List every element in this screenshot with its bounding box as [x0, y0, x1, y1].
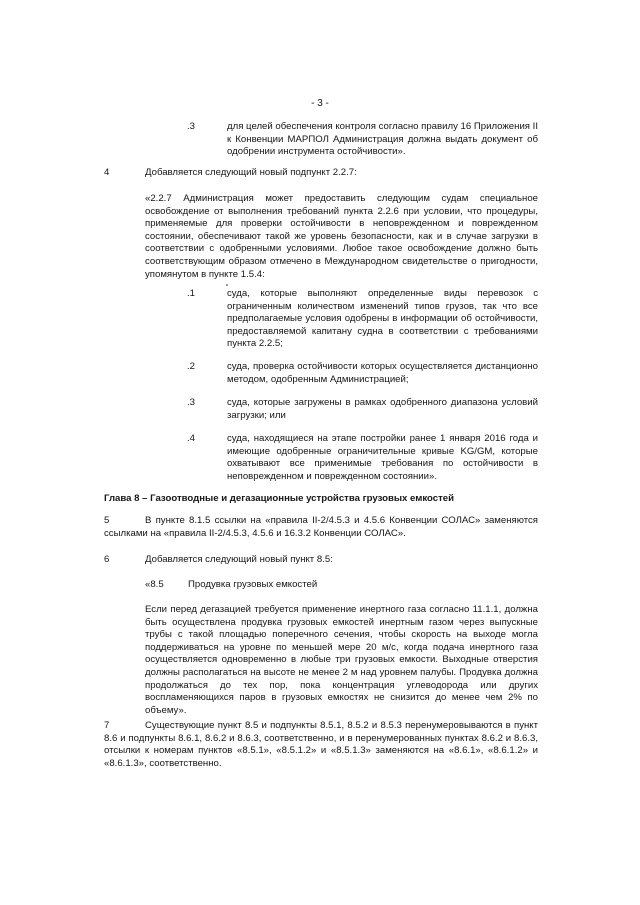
item-4-marker: .4	[187, 433, 196, 444]
para-6-sub-marker: «8.5	[145, 579, 164, 590]
para-5-text: В пункте 8.1.5 ссылки на «правила II-2/4.5.3 и 4.5.6 Конвенции СОЛАС» заменяются ссылками на «правила II-2/4.5.3, 4.5.6 и 16.3.2 Конвенции СОЛАС».	[104, 515, 538, 539]
para-4-text: Добавляется следующий новый подпункт 2.2.7:	[145, 167, 357, 178]
para-4-quote: «2.2.7 Администрация может предоставить следующим судам специальное освобождение от выполнения требований пункта 2.2.6 при условии, что процедуры, применяемые для проверки остойчивости в неповрежденном и поврежденном состоянии, обеспечивают такой же уровень безопасности, как и в случае загрузки в соответствии с одобренными условиями. Любое такое освобождение должно быть соответствующим образом отмечено в Международном свидетельстве о пригодности, упомянутом в пункте 1.5.4:	[145, 193, 538, 280]
para-7-text: Существующие пункт 8.5 и подпункты 8.5.1, 8.5.2 и 8.5.3 перенумеровываются в пункт 8.6 и подпункты 8.6.1, 8.6.2 и 8.6.3, соответственно, и в перенумерованных пунктах 8.6.2 и 8.6.3, отсылки к номерам пунктов «8.5.1», «8.5.1.2» и «8.5.1.3» заменяются на «8.6.1», «8.6.1.2» и «8.6.1.3», соответственно.	[104, 720, 538, 769]
para-5-number: 5	[104, 515, 110, 526]
item-2-text: суда, проверка остойчивости которых осуществляется дистанционно методом, одобренным Администрацией;	[227, 361, 538, 385]
para-4-number: 4	[104, 167, 110, 178]
scan-dot	[226, 284, 228, 286]
chapter-heading: Глава 8 – Газоотводные и дегазационные устройства грузовых емкостей	[104, 493, 455, 504]
item-3-text: для целей обеспечения контроля согласно правилу 16 Приложения II к Конвенции МАРПОЛ Администрация должна выдать документ об одобрении инструмента остойчивости».	[227, 121, 538, 158]
para-6-body: Если перед дегазацией требуется применение инертного газа согласно 11.1.1, должна быть осуществлена продувка грузовых емкостей инертным газом через выпускные трубы с такой площадью поперечного сечения, чтобы скорость на выходе могла поддерживаться на уровне по меньшей мере 20 м/с, когда подача инертного газа осуществляется одновременно в любые три грузовых емкости. Выходные отверстия должны располагаться на высоте не менее 2 м над уровнем палубы. Продувка должна продолжаться до тех пор, пока концентрация углеводорода или других воспламеняющихся паров в грузовых емкостях не снизится до менее чем 2% по объему».	[145, 604, 538, 716]
item-4-text: суда, находящиеся на этапе постройки ранее 1 января 2016 года и имеющие одобренные ограничительные кривые KG/GM, которые охватывают все применимые требования по остойчивости в неповрежденном и поврежденном состоянии».	[227, 433, 538, 482]
item-1-text: суда, которые выполняют определенные виды перевозок с ограниченным количеством изменений типов грузов, так что все предполагаемые условия одобрены в информации об остойчивости, предоставляемой капитану судна в соответствии с требованиями пункта 2.2.5;	[227, 288, 538, 350]
item-3b-text: суда, которые загружены в рамках одобренного диапазона условий загрузки; или	[227, 397, 538, 421]
item-3b-marker: .3	[187, 397, 196, 408]
para-7-number: 7	[104, 720, 110, 731]
item-1-marker: .1	[187, 288, 196, 299]
para-6-text: Добавляется следующий новый пункт 8.5:	[145, 554, 333, 565]
item-2-marker: .2	[187, 361, 196, 372]
para-6-number: 6	[104, 554, 110, 565]
para-6-sub-title: Продувка грузовых емкостей	[188, 579, 318, 590]
item-3-marker: .3	[187, 121, 196, 132]
page-number: - 3 -	[311, 98, 329, 109]
